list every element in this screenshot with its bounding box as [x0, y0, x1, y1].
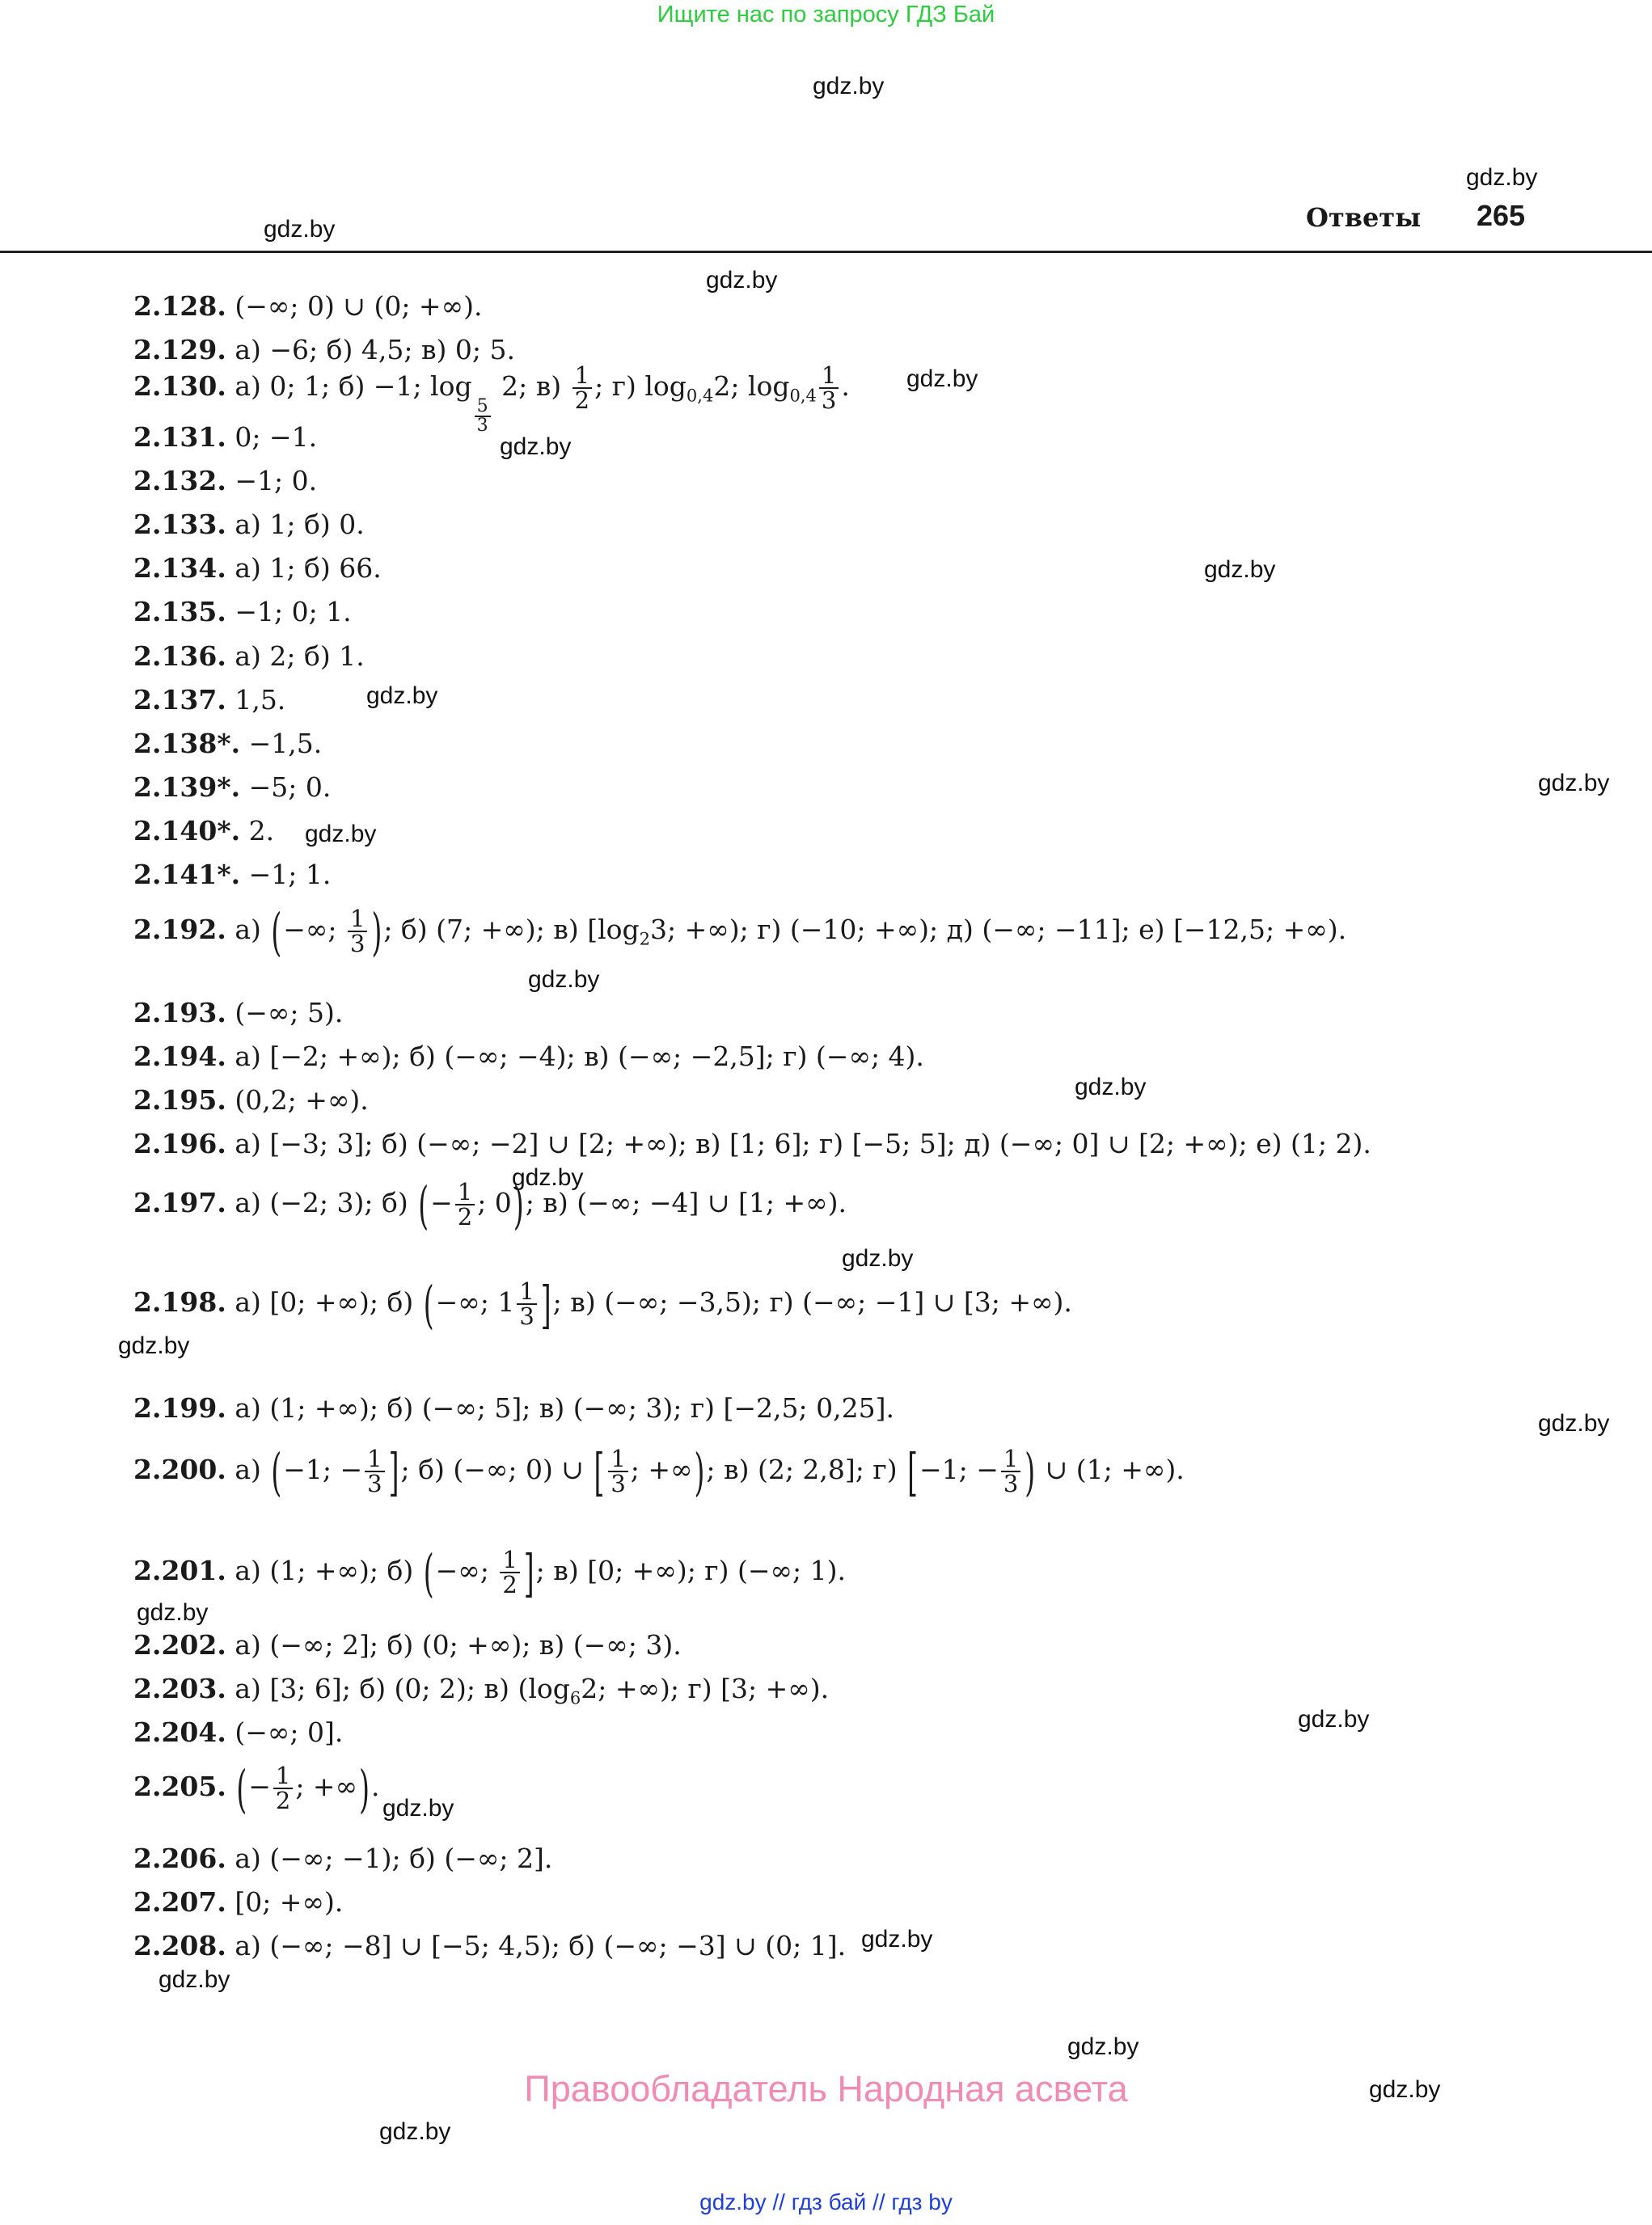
watermark: gdz.by: [305, 821, 377, 847]
watermark: gdz.by: [1538, 770, 1610, 796]
watermark: gdz.by: [528, 966, 600, 993]
watermark: gdz.by: [1538, 1410, 1610, 1437]
watermark: gdz.by: [366, 682, 438, 709]
watermark: gdz.by: [906, 365, 978, 392]
watermark: gdz.by: [1466, 164, 1538, 191]
answer-2-128: 2.128. (−∞; 0) ∪ (0; +∞).: [133, 290, 483, 322]
footer-links[interactable]: gdz.by // гдз бай // гдз by: [699, 2189, 953, 2214]
answer-2-136: 2.136. а) 2; б) 1.: [133, 640, 365, 672]
watermark: gdz.by: [813, 73, 885, 99]
answer-2-193: 2.193. (−∞; 5).: [133, 997, 344, 1028]
answer-2-134: 2.134. а) 1; б) 66.: [133, 552, 382, 584]
answer-2-141: 2.141*. −1; 1.: [133, 859, 332, 890]
answer-2-196: 2.196. а) [−3; 3]; б) (−∞; −2] ∪ [2; +∞); в) [1; 6]; г) [−5; 5]; д) (−∞; 0] ∪ [2; +∞); е) (1; 2).: [133, 1128, 1371, 1159]
answer-2-199: 2.199. а) (1; +∞); б) (−∞; 5]; в) (−∞; 3); г) [−2,5; 0,25].: [133, 1392, 894, 1424]
answer-2-135: 2.135. −1; 0; 1.: [133, 596, 352, 627]
answer-2-207: 2.207. [0; +∞).: [133, 1886, 344, 1918]
answer-2-129: 2.129. а) −6; б) 4,5; в) 0; 5.: [133, 334, 515, 365]
watermark: gdz.by: [137, 1599, 209, 1626]
answer-2-132: 2.132. −1; 0.: [133, 465, 318, 496]
watermark: gdz.by: [382, 1795, 454, 1822]
watermark: gdz.by: [706, 267, 778, 293]
page-number: 265: [1477, 199, 1526, 232]
answer-2-202: 2.202. а) (−∞; 2]; б) (0; +∞); в) (−∞; 3).: [133, 1629, 682, 1661]
answer-2-198: 2.198. а) [0; +∞); б) (−∞; 1 $\frac{1}{3}$ ]; в) (−∞; −3,5); г) (−∞; −1] ∪ [3; +∞).: [133, 1273, 1072, 1335]
watermark: gdz.by: [1075, 1074, 1147, 1100]
answer-2-206: 2.206. а) (−∞; −1); б) (−∞; 2].: [133, 1843, 553, 1874]
watermark: gdz.by: [500, 433, 572, 460]
answer-2-130: 2.130. а) 0; 1; б) −1; log $\frac{5}{3}$ 2; в) $\frac{1}{2}$ ; г) $\log_{0,4}2$; $\log_{0,4}$ $\frac{1}{3}$ .: [133, 361, 850, 436]
watermark: gdz.by: [264, 216, 336, 243]
answer-2-208: 2.208. а) (−∞; −8] ∪ [−5; 4,5); б) (−∞; −3] ∪ (0; 1].: [133, 1930, 847, 1961]
watermark: gdz.by: [1298, 1706, 1370, 1733]
answer-2-195: 2.195. (0,2; +∞).: [133, 1084, 369, 1116]
answer-2-133: 2.133. а) 1; б) 0.: [133, 509, 365, 540]
answer-2-138: 2.138*. −1,5.: [133, 728, 323, 759]
header-rule: [0, 251, 1652, 253]
watermark: gdz.by: [1067, 2033, 1139, 2060]
top-banner[interactable]: Ищите нас по запросу ГДЗ Бай: [657, 2, 995, 27]
watermark: gdz.by: [1204, 556, 1276, 583]
answer-2-201: 2.201. а) (1; +∞); б) (−∞; $\frac{1}{2}$ ]; в) [0; +∞); г) (−∞; 1).: [133, 1542, 846, 1603]
answer-2-139: 2.139*. −5; 0.: [133, 771, 332, 803]
answer-2-131: 2.131. 0; −1.: [133, 421, 318, 453]
answer-2-205: 2.205. (− $\frac{1}{2}$ ; +∞).: [133, 1758, 380, 1819]
watermark: gdz.by: [861, 1926, 933, 1953]
watermark: gdz.by: [842, 1245, 914, 1272]
answer-2-200: 2.200. а) (−1; − $\frac{1}{3}$ ]; б) (−∞; 0) ∪ [ $\frac{1}{3}$ ; +∞); в) (2; 2,8]; г) [−1; − $\frac{1}{3}$ ) ∪ (1; +∞).: [133, 1441, 1185, 1502]
watermark: gdz.by: [1369, 2076, 1441, 2103]
answer-2-192: 2.192. а) (−∞; $\frac{1}{3}$ ); б) (7; +∞); в) [$\log_23$; +∞); г) (−10; +∞); д) (−∞; −11]; е) [−12,5; +∞).: [133, 901, 1347, 962]
answer-2-140: 2.140*. 2.: [133, 815, 275, 847]
watermark: gdz.by: [158, 1966, 230, 1993]
watermark: gdz.by: [118, 1332, 190, 1359]
answer-2-197: 2.197. а) (−2; 3); б) (− $\frac{1}{2}$ ; 0); в) (−∞; −4] ∪ [1; +∞).: [133, 1174, 847, 1235]
section-title: Ответы: [1306, 202, 1422, 233]
answer-2-194: 2.194. а) [−2; +∞); б) (−∞; −4); в) (−∞; −2,5]; г) (−∞; 4).: [133, 1041, 924, 1072]
answer-2-204: 2.204. (−∞; 0].: [133, 1716, 344, 1748]
copyright-credit: Правообладатель Народная асвета: [524, 2068, 1128, 2109]
watermark: gdz.by: [512, 1164, 584, 1191]
answer-2-137: 2.137. 1,5.: [133, 684, 286, 716]
watermark: gdz.by: [379, 2118, 451, 2145]
answer-2-203: 2.203. а) [3; 6]; б) (0; 2); в) ($\log_62$; +∞); г) [3; +∞).: [133, 1673, 830, 1708]
